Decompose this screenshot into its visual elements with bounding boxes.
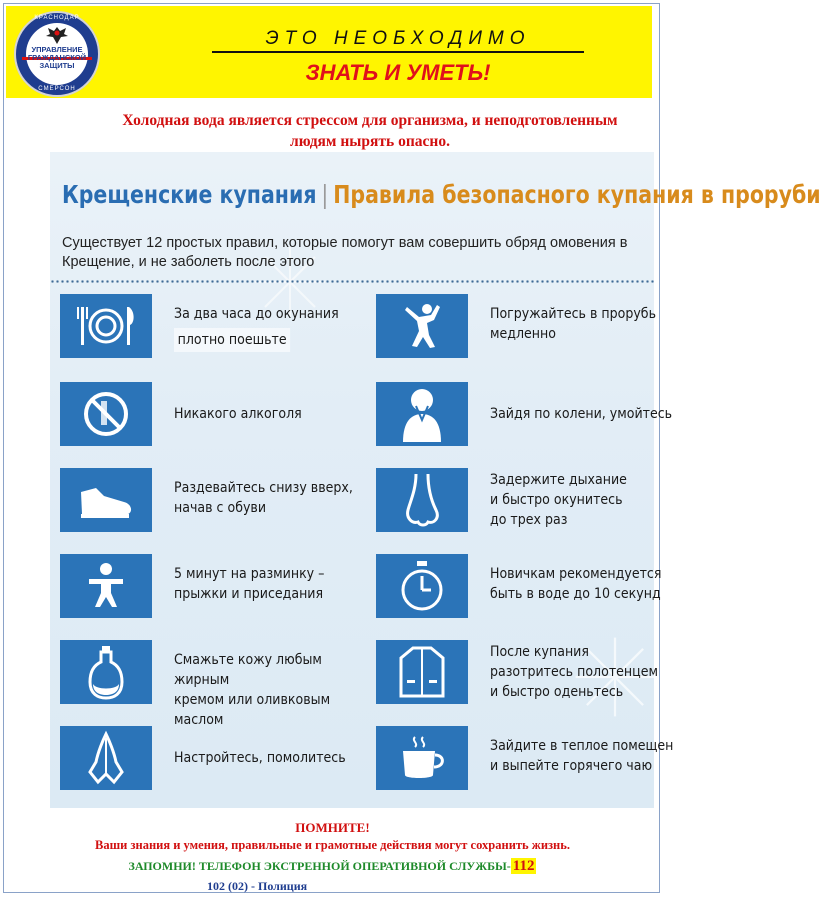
rule-line: начав с обуви: [174, 500, 267, 516]
rule-icon-box: [376, 554, 468, 618]
rule-line: Зайдите в теплое помещен: [490, 738, 674, 754]
rule-line: кремом или оливковым маслом: [174, 692, 331, 728]
rule-line: Погружайтесь в прорубь: [490, 306, 657, 322]
rule-line: и выпейте горячего чаю: [490, 758, 653, 774]
rule-item: [60, 640, 350, 728]
phone-label: ЗАПОМНИ! ТЕЛЕФОН ЭКСТРЕННОЙ ОПЕРАТИВНОЙ СЛУЖБЫ-: [128, 859, 511, 873]
warning-text: Холодная вода является стрессом для организма, и неподготовленным людям нырять опасно.: [122, 112, 618, 150]
phone-number: 112: [512, 858, 535, 874]
rule-item: [60, 468, 353, 552]
exercise-icon: [81, 561, 131, 611]
rule-line: Никакого алкоголя: [174, 406, 302, 422]
logo-ring-top: КРАСНОДАР: [34, 15, 80, 21]
rule-item: [60, 726, 350, 810]
plate-cutlery-icon: [71, 301, 141, 351]
rule-text: [490, 736, 675, 776]
washing-face-icon: [399, 386, 445, 442]
rule-icon-box: [60, 554, 152, 618]
poster-title-separator: |: [321, 180, 329, 209]
poster-title-part1: Крещенские купания: [62, 180, 317, 209]
rule-icon-box: [60, 382, 152, 446]
rule-line: За два часа до окунания: [174, 306, 339, 322]
rule-text: [174, 478, 359, 518]
rule-line: 5 минут на разминку –: [174, 566, 325, 582]
rule-text: [174, 564, 359, 604]
rule-icon-box: [376, 294, 468, 358]
rule-line: прыжки и приседания: [174, 586, 324, 602]
rule-line: медленно: [490, 326, 556, 342]
header-title-line2: ЗНАТЬ И УМЕТЬ!: [305, 60, 491, 85]
rule-text: [490, 564, 675, 604]
logo-center-text: УПРАВЛЕНИЕ ГРАЖДАНСКОЙ ЗАЩИТЫ: [27, 45, 87, 70]
rule-icon-box: [376, 468, 468, 532]
rule-line: быть в воде до 10 секунд: [490, 586, 661, 602]
oil-bottle-icon: [86, 644, 126, 700]
shoe-icon: [76, 480, 136, 520]
rule-icon-box: [376, 726, 468, 790]
poster-subtitle: Существует 12 простых правил, которые помогут вам совершить обряд омовения в Крещение, и не заболеть после этого: [62, 235, 628, 270]
rule-text: [490, 470, 675, 530]
header-banner: [6, 6, 652, 98]
praying-hands-icon: [86, 730, 126, 786]
dotted-divider: [50, 280, 654, 283]
poster-title-part2: Правила безопасного купания в проруби: [333, 180, 821, 209]
rule-item: [376, 726, 674, 810]
rule-item: [376, 554, 666, 638]
rules-poster: [50, 152, 821, 808]
rule-line: и быстро оденьтесь: [490, 684, 624, 700]
logo-ring-bottom: СМЕРСОН: [38, 86, 76, 92]
header-title-line1: ЭТО НЕОБХОДИМО: [212, 28, 584, 53]
no-alcohol-icon: [81, 389, 131, 439]
rule-icon-box: [60, 640, 152, 704]
jacket-icon: [397, 644, 447, 700]
eagle-emblem-icon: [44, 25, 70, 45]
rule-line: Зайдя по колени, умойтесь: [490, 406, 673, 422]
rule-text: [174, 650, 359, 730]
nose-icon: [402, 472, 442, 528]
rule-item: [376, 382, 673, 466]
rule-line: После купания: [490, 644, 589, 660]
rule-icon-box: [60, 468, 152, 532]
rule-icon-box: [60, 726, 152, 790]
rule-icon-box: [60, 294, 152, 358]
rule-line: разотритесь полотенцем: [490, 664, 658, 680]
rule-text: [174, 748, 359, 768]
rule-line: плотно поешьте: [174, 328, 290, 352]
rule-line: Раздевайтесь снизу вверх,: [174, 480, 353, 496]
rule-item: [60, 382, 350, 466]
poster-title: [62, 180, 821, 210]
rule-line: Смажьте кожу любым жирным: [174, 652, 322, 688]
rule-item: [376, 294, 666, 378]
footer-remember: ПОМНИТЕ!: [295, 820, 370, 835]
footer-police: 102 (02) - Полиция: [207, 879, 308, 893]
rule-icon-box: [376, 640, 468, 704]
rule-item: [60, 294, 350, 378]
civil-defense-logo: [14, 11, 100, 97]
rule-text: [174, 304, 359, 352]
hot-cup-icon: [397, 733, 447, 783]
rule-text: [174, 404, 359, 424]
rule-line: и быстро окунитесь: [490, 492, 623, 508]
rule-text: [490, 642, 675, 702]
footer-message: Ваши знания и умения, правильные и грамотные действия могут сохранить жизнь.: [95, 838, 570, 852]
rule-line: Настройтесь, помолитесь: [174, 750, 346, 766]
rule-icon-box: [376, 382, 468, 446]
rule-line: Новичкам рекомендуется: [490, 566, 662, 582]
rule-line: Задержите дыхание: [490, 472, 627, 488]
rule-item: [60, 554, 350, 638]
footer-emergency-phone: [0, 858, 665, 875]
rule-item: [376, 468, 666, 552]
rule-line: до трех раз: [490, 512, 568, 528]
rule-text: [490, 404, 675, 424]
rule-item: [376, 640, 666, 724]
diving-person-icon: [397, 301, 447, 351]
rule-text: [490, 304, 675, 344]
stopwatch-icon: [397, 559, 447, 613]
